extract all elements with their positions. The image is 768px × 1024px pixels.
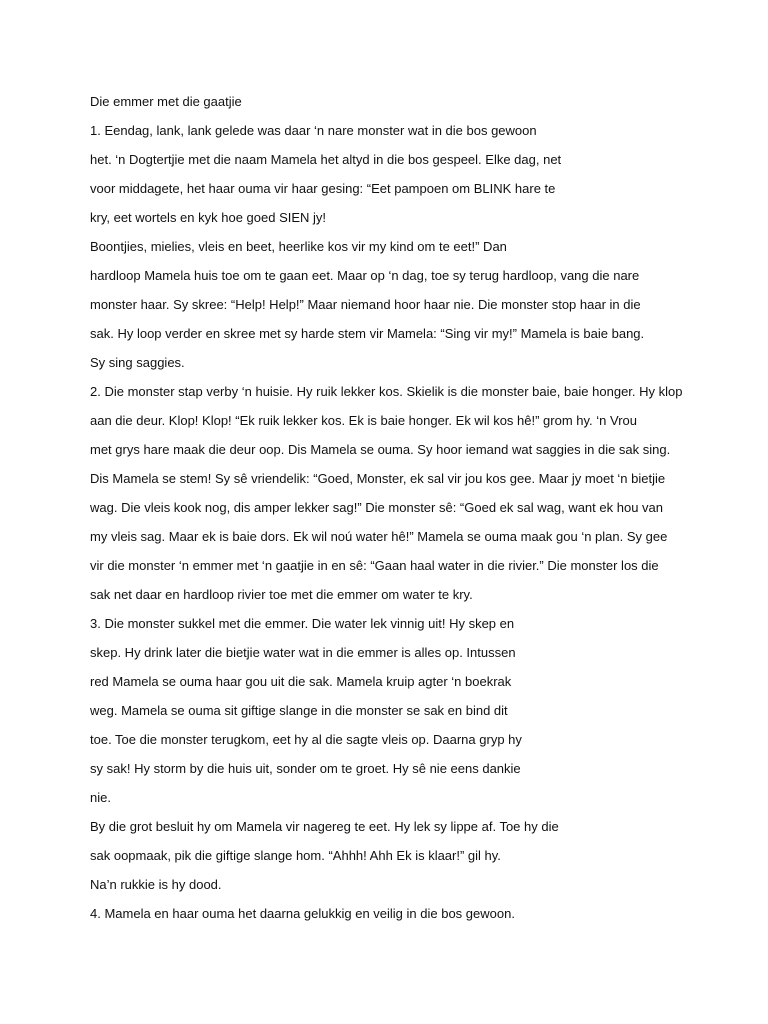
text-line: het. ‘n Dogtertjie met die naam Mamela het altyd in die bos gespeel. Elke dag, net (90, 152, 562, 167)
text-line: Boontjies, mielies, vleis en beet, heerlike kos vir my kind om te eet!” Dan (90, 239, 507, 254)
text-line: voor middagete, het haar ouma vir haar gesing: “Eet pampoen om BLINK hare te (90, 181, 556, 196)
text-line: weg. Mamela se ouma sit giftige slange in die monster se sak en bind dit (90, 703, 508, 718)
text-line: By die grot besluit hy om Mamela vir nagereg te eet. Hy lek sy lippe af. Toe hy die (90, 819, 559, 834)
text-line: skep. Hy drink later die bietjie water wat in die emmer is alles op. Intussen (90, 645, 516, 660)
text-line: toe. Toe die monster terugkom, eet hy al die sagte vleis op. Daarna gryp hy (90, 732, 522, 747)
text-line: met grys hare maak die deur oop. Dis Mamela se ouma. Sy hoor iemand wat saggies in die sak sing. (90, 442, 671, 457)
text-line: sak net daar en hardloop rivier toe met die emmer om water te kry. (90, 587, 473, 602)
text-line: wag. Die vleis kook nog, dis amper lekker sag!” Die monster sê: “Goed ek sal wag, want ek hou van (90, 500, 663, 515)
text-line: hardloop Mamela huis toe om te gaan eet. Maar op ‘n dag, toe sy terug hardloop, vang die nare (90, 268, 640, 283)
text-line: Dis Mamela se stem! Sy sê vriendelik: “Goed, Monster, ek sal vir jou kos gee. Maar jy moet ‘n bietjie (90, 471, 666, 486)
document-body (90, 92, 710, 933)
text-line: red Mamela se ouma haar gou uit die sak. Mamela kruip agter ‘n boekrak (90, 674, 512, 689)
document-title: Die emmer met die gaatjie (90, 94, 242, 109)
text-line: monster haar. Sy skree: “Help! Help!” Maar niemand hoor haar nie. Die monster stop haar in die (90, 297, 641, 312)
text-line: 4. Mamela en haar ouma het daarna gelukkig en veilig in die bos gewoon. (90, 906, 515, 921)
text-line: 3. Die monster sukkel met die emmer. Die water lek vinnig uit! Hy skep en (90, 616, 515, 631)
text-line: 1. Eendag, lank, lank gelede was daar ‘n nare monster wat in die bos gewoon (90, 123, 537, 138)
text-line: sak. Hy loop verder en skree met sy harde stem vir Mamela: “Sing vir my!” Mamela is baie bang. (90, 326, 645, 341)
text-line: 2. Die monster stap verby ‘n huisie. Hy ruik lekker kos. Skielik is die monster baie, baie honger. Hy klop (90, 384, 683, 399)
text-line: sak oopmaak, pik die giftige slange hom. “Ahhh! Ahh Ek is klaar!” gil hy. (90, 848, 501, 863)
text-line: aan die deur. Klop! Klop! “Ek ruik lekker kos. Ek is baie honger. Ek wil kos hê!” grom hy. ‘n Vrou (90, 413, 637, 428)
text-line: vir die monster ‘n emmer met ‘n gaatjie in en sê: “Gaan haal water in die rivier.” Die monster los die (90, 558, 659, 573)
text-line: sy sak! Hy storm by die huis uit, sonder om te groet. Hy sê nie eens dankie (90, 761, 521, 776)
text-line: my vleis sag. Maar ek is baie dors. Ek wil noú water hê!” Mamela se ouma maak gou ‘n plan. Sy gee (90, 529, 668, 544)
text-line: nie. (90, 790, 111, 805)
text-line: Na’n rukkie is hy dood. (90, 877, 222, 892)
text-line: Sy sing saggies. (90, 355, 185, 370)
text-line: kry, eet wortels en kyk hoe goed SIEN jy! (90, 210, 327, 225)
